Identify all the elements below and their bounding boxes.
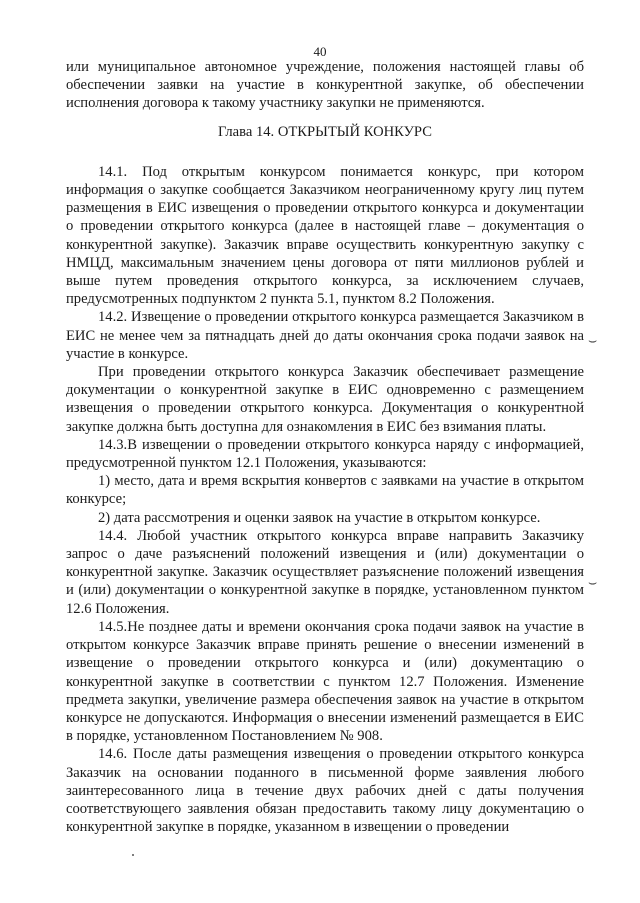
list-item-1: 1) место, дата и время вскрытия конвертов с заявками на участие в открытом конкурсе; — [66, 473, 584, 508]
paragraph-14-1: 14.1. Под открытым конкурсом понимается конкурс, при котором информация о закупке сообщается Заказчиком неограниченному кругу лиц путем размещения в ЕИС извещения о проведении открытого конкурса и документации о проведении открытого конкурса (далее в настоящей главе – документация о конкурентной закупке). Заказчик вправе осуществить конкурентную закупку с НМЦД, максимальным значением цены договора от пяти миллионов рублей и выше путем проведения открытого конкурса, за исключением случаев, предусмотренных подпунктом 2 пункта 5.1, пунктом 8.2 Положения. — [66, 163, 584, 308]
paragraph-14-2-cont: При проведении открытого конкурса Заказчик обеспечивает размещение документации о конкурентной закупке в ЕИС одновременно с размещением извещения о проведении открытого конкурса. Документация о конкурентной закупке должна быть доступна для ознакомления в ЕИС без взимания платы. — [66, 364, 584, 435]
scan-speck — [132, 854, 134, 856]
paragraph-14-5: 14.5.Не позднее даты и времени окончания срока подачи заявок на участие в открытом конкурсе Заказчик вправе принять решение о внесении изменений в извещение о проведении открытого конкурса и (или) документацию о конкурентной закупке в соответствии с пунктом 12.7 Положения. Изменение предмета закупки, увеличение размера обеспечения заявок на участие в открытом конкурсе не допускаются. Информация о внесении изменений размещается в ЕИС в порядке, установленном Постановлением № 908. — [66, 618, 584, 745]
intro-paragraph: или муниципальное автономное учреждение, положения настоящей главы об обеспечении заявки на участие в конкурентной закупке, об обеспечении исполнения договора к такому участнику закупки не применяются. — [66, 59, 584, 112]
paragraph-14-2: 14.2. Извещение о проведении открытого конкурса размещается Заказчиком в ЕИС не менее чем за пятнадцать дней до даты окончания срока подачи заявок на участие в конкурсе. — [66, 309, 584, 362]
chapter-heading: Глава 14. ОТКРЫТЫЙ КОНКУРС — [218, 123, 432, 140]
margin-tick-mark: ⌣ — [588, 576, 598, 591]
paragraph-14-6: 14.6. После даты размещения извещения о проведении открытого конкурса Заказчик на основании поданного в письменной форме заявления любого заинтересованного лица в течение двух рабочих дней с даты получения соответствующего заявления обязан предоставить такому лицу документацию о конкурентной закупке в порядке, указанном в извещении о проведении — [66, 746, 584, 836]
paragraph-14-3: 14.3.В извещении о проведении открытого конкурса наряду с информацией, предусмотренной пунктом 12.1 Положения, указываются: — [66, 436, 584, 472]
page-number: 40 — [313, 44, 327, 59]
list-item-2: 2) дата рассмотрения и оценки заявок на участие в открытом конкурсе. — [98, 509, 541, 526]
paragraph-14-4: 14.4. Любой участник открытого конкурса вправе направить Заказчику запрос о даче разъяснений положений извещения и (или) документации о конкурентной закупке. Заказчик осуществляет разъяснение положений извещения и (или) документации о конкурентной закупке в порядке, установленном пунктом 12.6 Положения. — [66, 527, 584, 617]
margin-tick-mark: ⌣ — [588, 334, 598, 349]
document-body — [66, 58, 584, 836]
